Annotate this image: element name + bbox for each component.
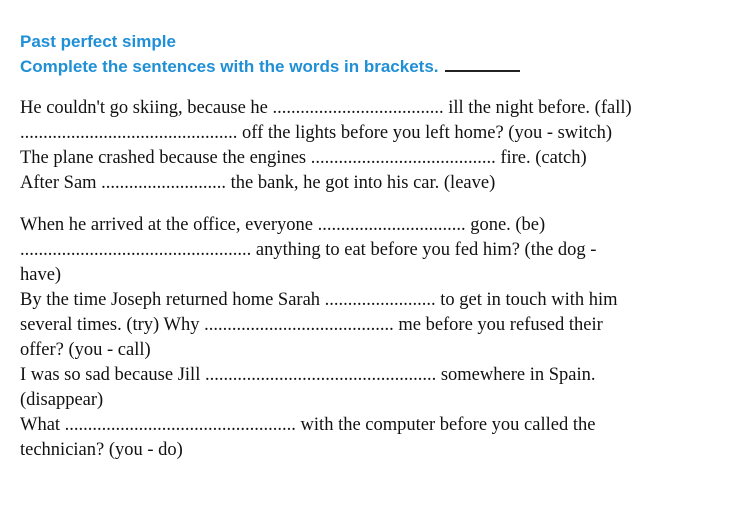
sentence-line: After Sam ........................... the bank, he got into his car. (leave) — [20, 173, 496, 193]
sentence-line: have) — [20, 265, 62, 285]
instruction-heading — [20, 56, 520, 77]
page-title: Past perfect simple — [20, 32, 176, 51]
sentence-line: (disappear) — [20, 390, 104, 410]
instruction-text: Complete the sentences with the words in brackets. — [20, 57, 439, 76]
sentence-line: technician? (you - do) — [20, 440, 183, 460]
sentence-line: I was so sad because Jill .................................................. somewhere in Spain. — [20, 365, 596, 385]
sentence-line: ............................................... off the lights before you left home? (you - switch) — [20, 123, 613, 143]
sentence-line: offer? (you - call) — [20, 340, 151, 360]
sentence-line: He couldn't go skiing, because he ..................................... ill the night before. (fall) — [20, 98, 632, 118]
sentence-line: By the time Joseph returned home Sarah ........................ to get in touch with him — [20, 290, 618, 310]
sentence-line: What .................................................. with the computer before you called the — [20, 415, 596, 435]
sentence-line: When he arrived at the office, everyone ................................ gone. (be) — [20, 215, 546, 235]
answer-blank-rule — [445, 56, 520, 72]
sentence-line: .................................................. anything to eat before you fed him? (the dog - — [20, 240, 597, 260]
sentence-line: The plane crashed because the engines ........................................ fire. (catch) — [20, 148, 587, 168]
sentence-line: several times. (try) Why ......................................... me before you refused their — [20, 315, 603, 335]
